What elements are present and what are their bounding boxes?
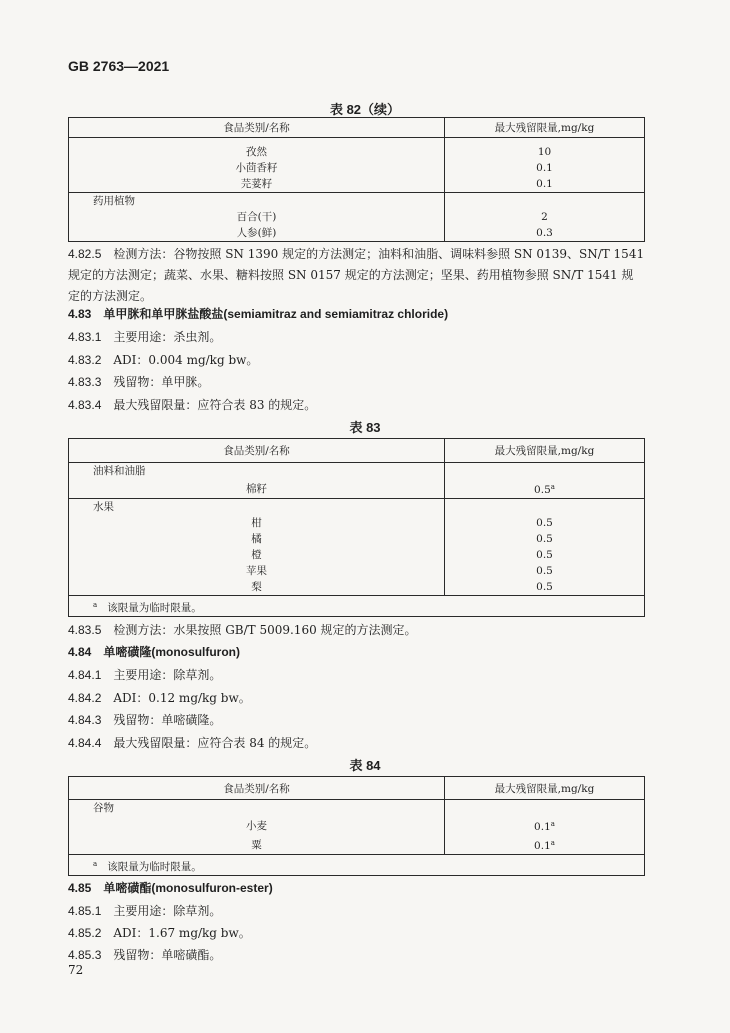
footnote-text: 该限量为临时限量。 xyxy=(107,601,202,614)
table-84 xyxy=(68,776,645,876)
mrl-value: 0.1 xyxy=(445,176,645,193)
clause-text: 检测方法：水果按照 GB/T 5009.160 规定的方法测定。 xyxy=(113,623,417,637)
standard-code: GB 2763—2021 xyxy=(68,58,170,74)
table-footnote xyxy=(69,855,645,876)
clause-number: 4.85.3 xyxy=(68,948,102,962)
table-footnote xyxy=(69,596,645,617)
clause-4-84-1 xyxy=(68,665,645,686)
clause-4-83-3 xyxy=(68,372,645,393)
table-82 xyxy=(68,117,645,242)
table-row xyxy=(69,209,645,225)
clause-4-84 xyxy=(68,642,645,663)
clause-4-84-3 xyxy=(68,710,645,731)
clause-number: 4.84.3 xyxy=(68,713,102,727)
clause-number: 4.82.5 xyxy=(68,247,102,261)
mrl-value: 0.1 xyxy=(445,160,645,176)
table-83 xyxy=(68,438,645,617)
clause-heading: 单嘧磺隆(monosulfuron) xyxy=(103,645,241,659)
mrl-value: 10 xyxy=(445,144,645,160)
clause-4-83-5 xyxy=(68,620,645,641)
mrl-value: 0.5 xyxy=(445,579,645,596)
mrl-value: 0.5 xyxy=(445,531,645,547)
clause-text: 残留物：单嘧磺隆。 xyxy=(113,713,222,727)
food-category: 谷物 xyxy=(93,802,114,814)
footnote-text: 该限量为临时限量。 xyxy=(107,860,202,873)
clause-number: 4.83 xyxy=(68,307,92,321)
table-row xyxy=(69,800,645,817)
table-row xyxy=(69,176,645,193)
clause-text: 主要用途：杀虫剂。 xyxy=(113,330,222,344)
clause-text: ADI：0.004 mg/kg bw。 xyxy=(113,353,259,367)
table-row xyxy=(69,160,645,176)
table-row xyxy=(69,144,645,160)
clause-4-83-4 xyxy=(68,395,645,416)
food-name: 橙 xyxy=(251,549,262,561)
table-row xyxy=(69,463,645,480)
footnote-mark: a xyxy=(93,859,98,868)
mrl-value: 0.5$^a$ xyxy=(445,479,645,499)
food-category: 油料和油脂 xyxy=(93,465,146,477)
table-82-col-food: 食品类别/名称 xyxy=(69,118,445,138)
footnote-mark: a xyxy=(550,483,555,491)
table-83-col-mrl: 最大残留限量,mg/kg xyxy=(445,439,645,463)
food-name: 百合(干) xyxy=(236,210,277,223)
mrl-value: 0.5 xyxy=(445,563,645,579)
food-name: 棉籽 xyxy=(246,482,267,495)
table-row xyxy=(69,479,645,499)
mrl-value: 0.1$^a$ xyxy=(445,816,645,835)
clause-number: 4.83.4 xyxy=(68,398,102,412)
clause-text: ADI：0.12 mg/kg bw。 xyxy=(113,691,251,705)
clause-4-84-4 xyxy=(68,733,645,754)
food-name: 小麦 xyxy=(246,819,267,832)
table-row xyxy=(69,835,645,855)
clause-text: 最大残留限量：应符合表 83 的规定。 xyxy=(113,398,317,412)
clause-4-82-5 xyxy=(68,244,645,307)
food-name: 芫荽籽 xyxy=(240,177,273,190)
clause-text: ADI：1.67 mg/kg bw。 xyxy=(113,926,251,940)
food-name: 粟 xyxy=(251,838,262,851)
page-number: 72 xyxy=(68,963,84,977)
clause-4-83 xyxy=(68,304,645,325)
clause-heading: 单嘧磺酯(monosulfuron-ester) xyxy=(103,881,273,895)
clause-text: 检测方法：谷物按照 SN 1390 规定的方法测定；油料和油脂、调味料参照 SN 0139、SN/T 1541 规定的方法测定；蔬菜、水果、糖料按照 SN 0157 规定的方法测定；坚果、药用植物参照 SN/T 1541 规定的方法测定。 xyxy=(68,247,645,303)
footnote-mark: a xyxy=(550,839,555,847)
clause-number: 4.85.1 xyxy=(68,904,102,918)
footnote-mark: a xyxy=(550,820,555,828)
clause-number: 4.83.3 xyxy=(68,375,102,389)
clause-number: 4.83.1 xyxy=(68,330,102,344)
food-name: 柑 xyxy=(251,517,262,529)
clause-number: 4.83.5 xyxy=(68,623,102,637)
food-name: 梨 xyxy=(251,581,262,593)
clause-4-83-2 xyxy=(68,350,645,371)
table-row xyxy=(69,579,645,596)
clause-number: 4.84.4 xyxy=(68,736,102,750)
table-82-caption: 表 82（续） xyxy=(329,102,401,117)
food-name: 橘 xyxy=(251,533,262,545)
clause-number: 4.84.1 xyxy=(68,668,102,682)
clause-4-85-1 xyxy=(68,901,645,922)
food-name: 小茴香籽 xyxy=(235,161,278,174)
table-row xyxy=(69,547,645,563)
food-name: 孜然 xyxy=(246,145,267,158)
table-84-col-mrl: 最大残留限量,mg/kg xyxy=(445,777,645,800)
clause-text: 残留物：单嘧磺酯。 xyxy=(113,948,222,962)
table-83-col-food: 食品类别/名称 xyxy=(69,439,445,463)
mrl-value: 2 xyxy=(445,209,645,225)
food-category: 药用植物 xyxy=(69,192,445,209)
table-row xyxy=(69,515,645,531)
table-83-caption: 表 83 xyxy=(349,420,381,435)
clause-4-85 xyxy=(68,878,645,899)
clause-4-85-3 xyxy=(68,945,645,966)
clause-text: 最大残留限量：应符合表 84 的规定。 xyxy=(113,736,317,750)
food-name: 人参(鲜) xyxy=(236,226,277,239)
footnote-mark: a xyxy=(93,600,98,609)
table-row xyxy=(69,499,645,516)
table-row xyxy=(69,563,645,579)
table-82-col-mrl: 最大残留限量,mg/kg xyxy=(445,118,645,138)
clause-4-83-1 xyxy=(68,327,645,348)
table-84-col-food: 食品类别/名称 xyxy=(69,777,445,800)
clause-number: 4.85 xyxy=(68,881,92,895)
mrl-value: 0.5 xyxy=(445,547,645,563)
clause-text: 残留物：单甲脒。 xyxy=(113,375,210,389)
clause-number: 4.84 xyxy=(68,645,92,659)
clause-number: 4.83.2 xyxy=(68,353,102,367)
clause-heading: 单甲脒和单甲脒盐酸盐(semiamitraz and semiamitraz chloride) xyxy=(103,307,449,321)
clause-4-84-2 xyxy=(68,688,645,709)
mrl-value: 0.5 xyxy=(445,515,645,531)
clause-text: 主要用途：除草剂。 xyxy=(113,668,222,682)
mrl-value: 0.3 xyxy=(445,225,645,242)
clause-text: 主要用途：除草剂。 xyxy=(113,904,222,918)
clause-number: 4.85.2 xyxy=(68,926,102,940)
food-category: 水果 xyxy=(69,499,445,516)
table-row xyxy=(69,192,645,209)
table-84-caption: 表 84 xyxy=(349,758,381,773)
table-row xyxy=(69,225,645,242)
food-name: 苹果 xyxy=(246,565,267,577)
mrl-value: 0.1$^a$ xyxy=(445,835,645,855)
clause-number: 4.84.2 xyxy=(68,691,102,705)
table-row xyxy=(69,531,645,547)
table-row xyxy=(69,816,645,835)
clause-4-85-2 xyxy=(68,923,645,944)
